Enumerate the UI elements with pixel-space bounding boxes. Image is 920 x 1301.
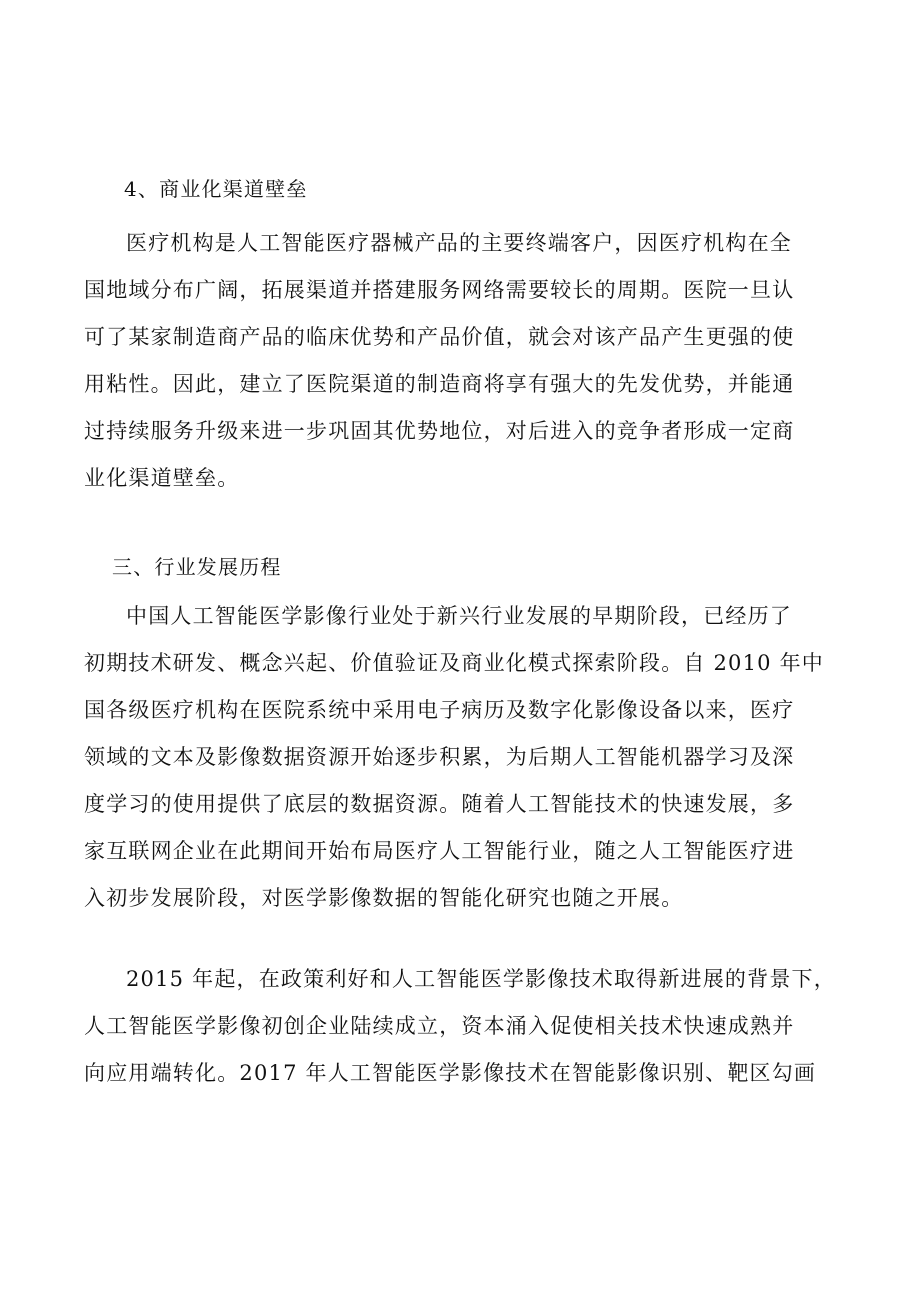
paragraph-line: 向应用端转化。2017 年人工智能医学影像技术在智能影像识别、靶区勾画	[84, 1061, 817, 1085]
section-heading-industry-history: 三、行业发展历程	[112, 555, 282, 579]
paragraph-line: 人工智能医学影像初创企业陆续成立，资本涌入促使相关技术快速成熟并	[84, 1014, 795, 1038]
paragraph-line: 中国人工智能医学影像行业处于新兴行业发展的早期阶段，已经历了	[126, 604, 792, 628]
paragraph-line: 家互联网企业在此期间开始布局医疗人工智能行业，随之人工智能医疗进	[84, 839, 795, 863]
paragraph-line: 业化渠道壁垒。	[84, 466, 240, 490]
paragraph-line: 度学习的使用提供了底层的数据资源。随着人工智能技术的快速发展，多	[84, 792, 795, 816]
section-heading-channel-barrier: 4、商业化渠道壁垒	[124, 177, 308, 201]
paragraph-line: 领域的文本及影像数据资源开始逐步积累，为后期人工智能机器学习及深	[84, 745, 795, 769]
paragraph-line: 入初步发展阶段，对医学影像数据的智能化研究也随之开展。	[84, 886, 684, 910]
paragraph-line: 2015 年起，在政策利好和人工智能医学影像技术取得新进展的背景下，	[126, 967, 836, 991]
paragraph-line: 国地域分布广阔，拓展渠道并搭建服务网络需要较长的周期。医院一旦认	[84, 278, 795, 302]
paragraph-line: 用粘性。因此，建立了医院渠道的制造商将享有强大的先发优势，并能通	[84, 372, 795, 396]
paragraph-line: 国各级医疗机构在医院系统中采用电子病历及数字化影像设备以来，医疗	[84, 698, 795, 722]
paragraph-line: 可了某家制造商产品的临床优势和产品价值，就会对该产品产生更强的使	[84, 325, 795, 349]
paragraph-line: 医疗机构是人工智能医疗器械产品的主要终端客户，因医疗机构在全	[126, 231, 792, 255]
paragraph-line: 过持续服务升级来进一步巩固其优势地位，对后进入的竞争者形成一定商	[84, 419, 795, 443]
paragraph-line: 初期技术研发、概念兴起、价值验证及商业化模式探索阶段。自 2010 年中	[84, 651, 824, 675]
